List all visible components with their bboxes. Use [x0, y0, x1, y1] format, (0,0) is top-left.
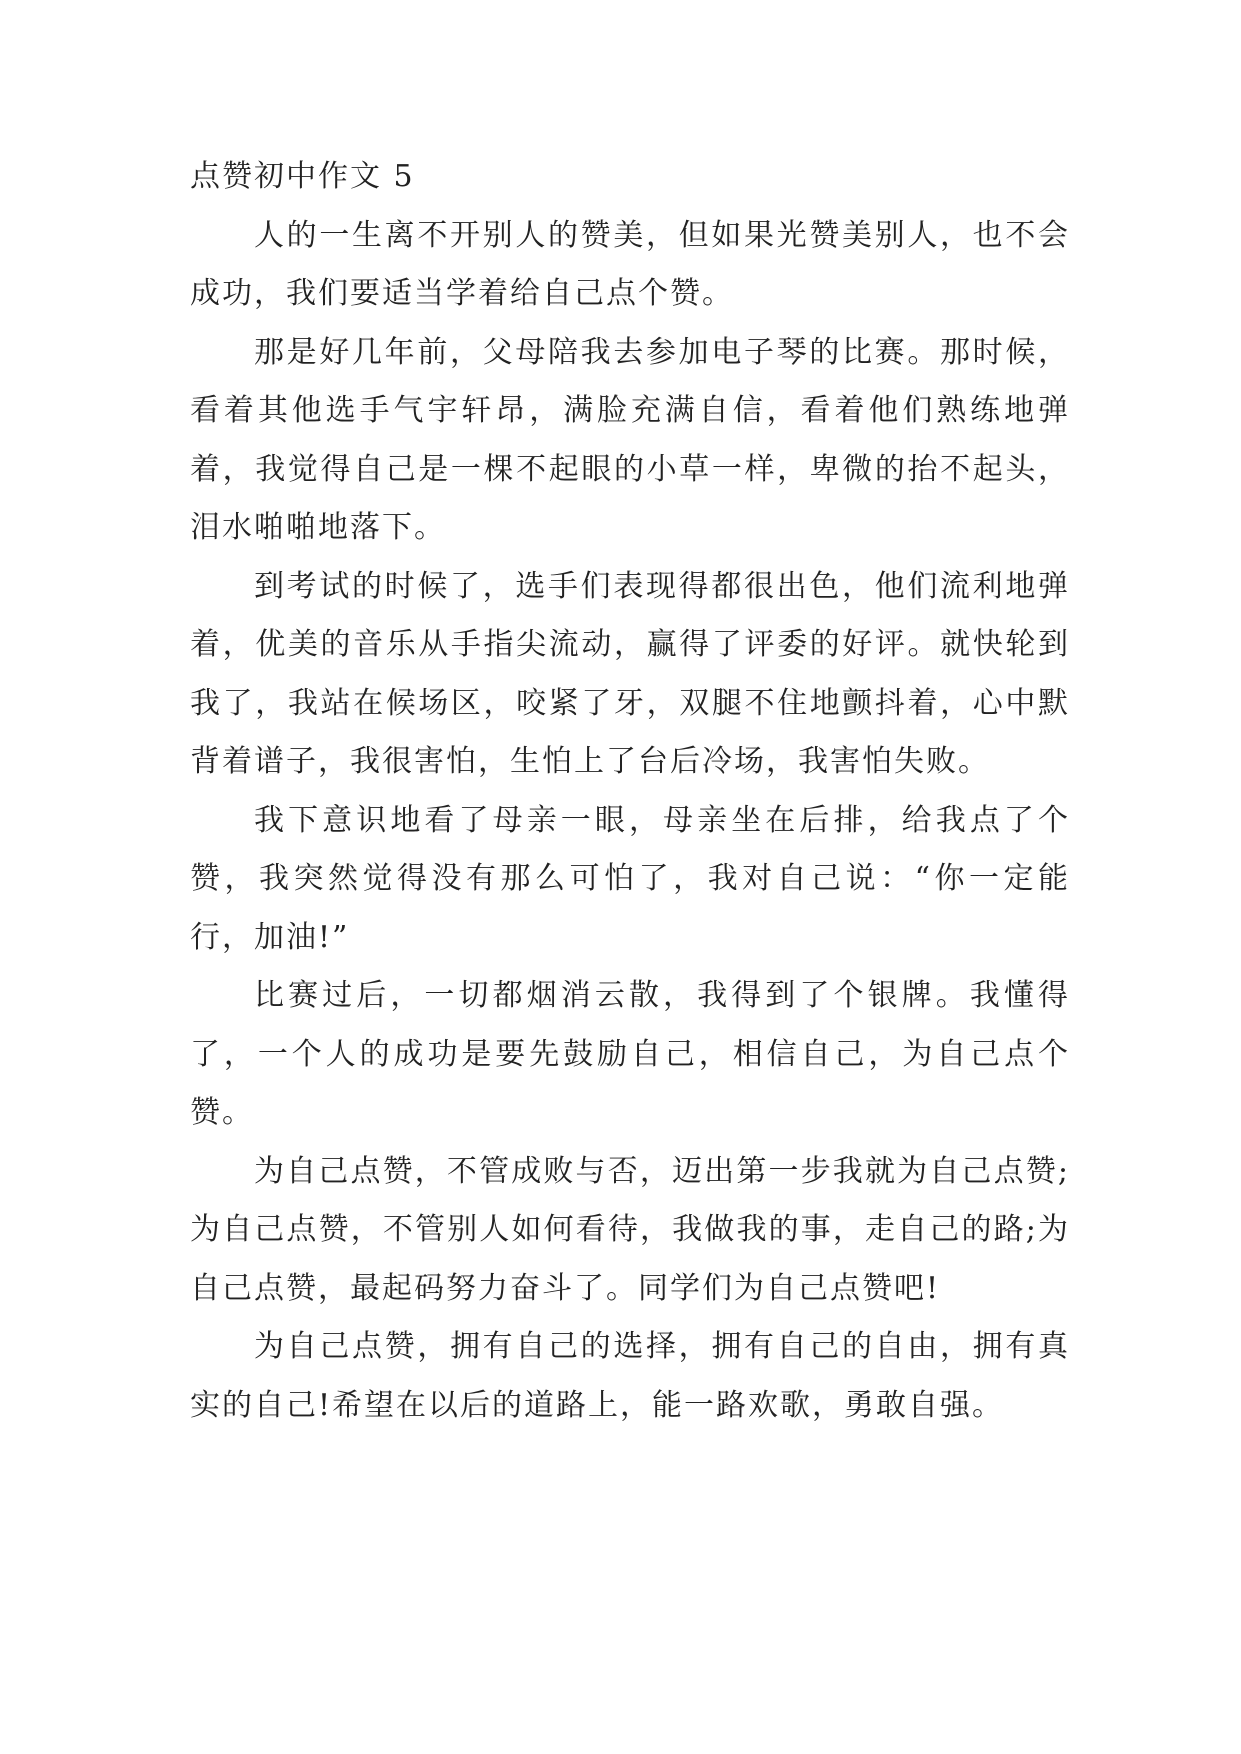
essay-body — [190, 148, 1070, 1435]
paragraph-5: 比赛过后，一切都烟消云散，我得到了个银牌。我懂得了，一个人的成功是要先鼓励自己，相信自己，为自己点个赞。 — [190, 978, 1070, 1130]
paragraph-3: 到考试的时候了，选手们表现得都很出色，他们流利地弹着，优美的音乐从手指尖流动，赢得了评委的好评。就快轮到我了，我站在候场区，咬紧了牙，双腿不住地颤抖着，心中默背着谱子，我很害怕，生怕上了台后冷场，我害怕失败。 — [190, 568, 1070, 779]
paragraph-2: 那是好几年前，父母陪我去参加电子琴的比赛。那时候，看着其他选手气宇轩昂，满脸充满自信，看着他们熟练地弹着，我觉得自己是一棵不起眼的小草一样，卑微的抬不起头，泪水啪啪地落下。 — [190, 334, 1070, 545]
paragraph-6: 为自己点赞，不管成败与否，迈出第一步我就为自己点赞;为自己点赞，不管别人如何看待，我做我的事，走自己的路;为自己点赞，最起码努力奋斗了。同学们为自己点赞吧! — [190, 1153, 1070, 1306]
paragraph-1: 人的一生离不开别人的赞美，但如果光赞美别人，也不会成功，我们要适当学着给自己点个赞。 — [190, 217, 1070, 311]
paragraph-4: 我下意识地看了母亲一眼，母亲坐在后排，给我点了个赞，我突然觉得没有那么可怕了，我对自己说：“你一定能行，加油!” — [190, 802, 1070, 955]
paragraph-7: 为自己点赞，拥有自己的选择，拥有自己的自由，拥有真实的自己!希望在以后的道路上，能一路欢歌，勇敢自强。 — [190, 1329, 1070, 1423]
essay-title: 点赞初中作文 5 — [190, 159, 415, 194]
